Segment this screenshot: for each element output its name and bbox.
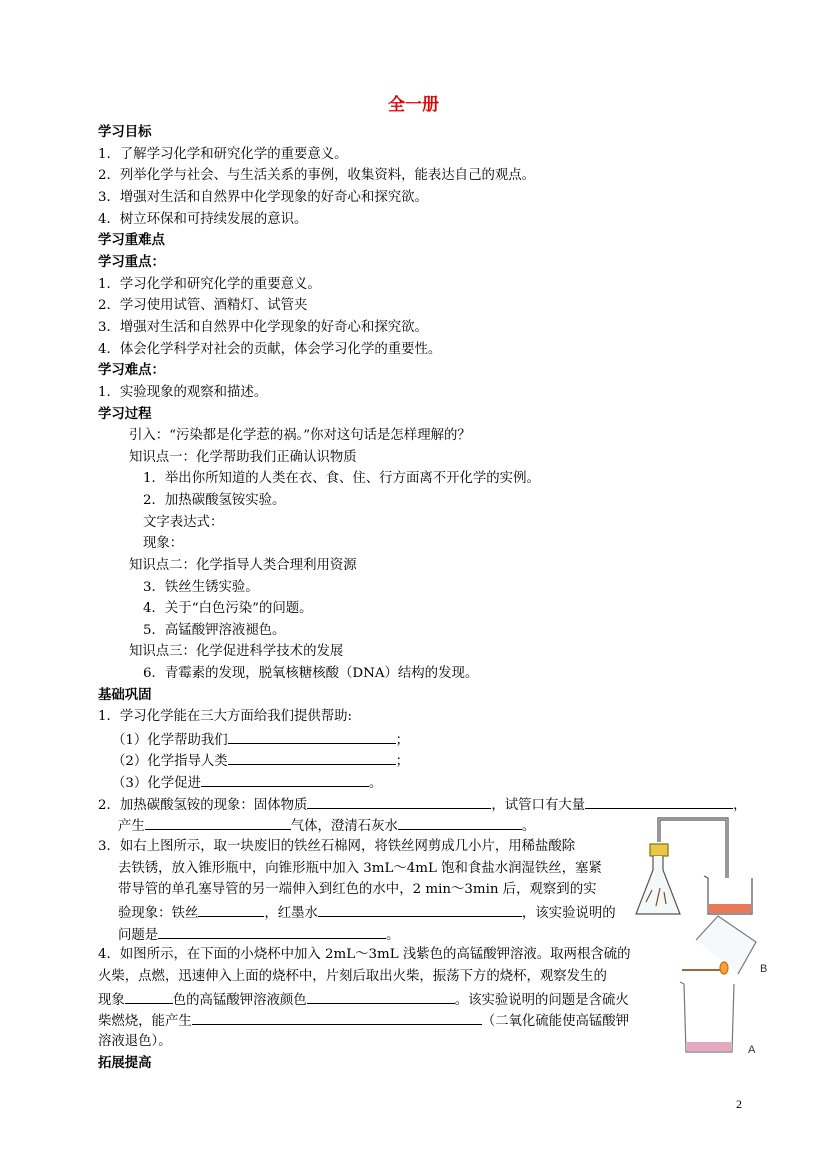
process-heading: 学习过程 (98, 407, 152, 422)
answer-blank[interactable] (585, 795, 733, 809)
question-3-line-5 (118, 925, 400, 945)
key-difficult-heading: 学习重难点 (98, 233, 165, 248)
kp2-item: 5．高锰酸钾溶液褪色。 (143, 623, 286, 638)
q1a-punct: ； (395, 733, 410, 748)
q1a-text: （1）化学帮助我们 (112, 733, 228, 748)
q2b-text: ，试管口有大量 (491, 798, 586, 813)
goal-item: 4．树立环保和可持续发展的意识。 (98, 212, 308, 227)
q3-punct: 。 (386, 928, 400, 943)
difficult-item: 1．实验现象的观察和描述。 (98, 385, 268, 400)
q2a-text: 2．加热碳酸氢铵的现象：固体物质 (98, 798, 308, 813)
question-3-line-3: 带导管的单孔塞导管的另一端伸入到红色的水中，2 min～3min 后，观察到的实 (118, 882, 597, 897)
goal-item: 2．列举化学与社会、与生活关系的事例，收集资料，能表达自己的观点。 (98, 168, 536, 183)
q2e-text: 气体，澄清石灰水 (290, 819, 398, 834)
answer-blank[interactable] (198, 903, 264, 917)
q4-3c-text: 。该实验说明的问题是含硫火 (454, 993, 629, 1008)
knowledge-point-1: 知识点一：化学帮助我们正确认识物质 (129, 450, 357, 465)
question-2-line-2 (118, 816, 535, 836)
question-4-line-4 (98, 1011, 629, 1031)
key-points-heading: 学习重点： (98, 255, 165, 270)
kp2-item: 4．关于“白色污染”的问题。 (143, 601, 313, 616)
goal-item: 3．增强对生活和自然界中化学现象的好奇心和探究欲。 (98, 190, 428, 205)
figure-label-a: A (748, 1044, 756, 1056)
answer-blank[interactable] (307, 795, 491, 809)
q1-part-c (112, 773, 382, 793)
process-intro: 引入：“污染都是化学惹的祸。”你对这句话是怎样理解的？ (129, 428, 471, 443)
answer-blank[interactable] (228, 730, 396, 744)
goals-heading: 学习目标 (98, 125, 152, 140)
q3-4a-text: 验现象：铁丝 (118, 906, 199, 921)
page-title: 全一册 (388, 95, 439, 115)
permanganate-experiment-figure (660, 912, 780, 1060)
question-3-line-4 (118, 903, 616, 923)
question-4-line-5: 溶液退色）。 (98, 1034, 172, 1049)
answer-blank[interactable] (201, 773, 369, 787)
extend-heading: 拓展提高 (98, 1056, 152, 1071)
q4-4b-text: （二氧化硫能使高锰酸钾 (481, 1014, 630, 1029)
answer-blank[interactable] (307, 990, 455, 1004)
answer-blank[interactable] (318, 903, 522, 917)
q1c-text: （3）化学促进 (112, 776, 201, 791)
question-4-line-1: 4．如图所示，在下面的小烧杯中加入 2mL～3mL 浅紫色的高锰酸钾溶液。取两根含硫的 (98, 947, 631, 962)
phenomenon-label: 现象： (143, 536, 184, 551)
key-item: 4．体会化学科学对社会的贡献，体会学习化学的重要性。 (98, 342, 442, 357)
answer-blank[interactable] (398, 816, 522, 830)
question-1: 1．学习化学能在三大方面给我们提供帮助: (98, 709, 353, 724)
q3-4c-text: ，该实验说明的 (521, 906, 616, 921)
knowledge-point-2: 知识点二：化学指导人类合理利用资源 (129, 558, 357, 573)
page-number: 2 (736, 1097, 742, 1111)
q1-part-b (112, 751, 409, 771)
answer-blank[interactable] (192, 1011, 482, 1025)
question-3-line-1: 3．如右上图所示，取一块废旧的铁丝石棉网，将铁丝网剪成几小片，用稀盐酸除 (98, 839, 576, 854)
q1b-punct: ； (395, 754, 410, 769)
answer-blank[interactable] (125, 990, 173, 1004)
q3-4b-text: ，红墨水 (264, 906, 318, 921)
q1b-text: （2）化学指导人类 (112, 754, 228, 769)
q2d-text: 产生 (118, 819, 145, 834)
answer-blank[interactable] (228, 751, 396, 765)
q4-4a-text: 柴燃烧，能产生 (98, 1014, 192, 1029)
figure-label-b: B (760, 963, 768, 975)
q4-3a-text: 现象 (98, 993, 125, 1008)
q4-3b-text: 色的高锰酸钾溶液颜色 (172, 993, 307, 1008)
kp3-item: 6．青霉素的发现，脱氧核糖核酸（DNA）结构的发现。 (143, 666, 479, 681)
question-4-line-2: 火柴，点燃，迅速伸入上面的烧杯中，片刻后取出火柴，振荡下方的烧杯，观察发生的 (98, 969, 607, 984)
q2c-text: ， (733, 798, 747, 813)
expression-label: 文字表达式： (143, 515, 224, 530)
kp1-item: 1．举出你所知道的人类在衣、食、住、行方面离不开化学的实例。 (143, 471, 540, 486)
basic-heading: 基础巩固 (98, 688, 152, 703)
question-3-line-2: 去铁锈，放入锥形瓶中，向锥形瓶中加入 3mL～4mL 饱和食盐水润湿铁丝，塞紧 (118, 861, 602, 876)
q3-5-text: 问题是 (118, 928, 159, 943)
difficult-heading: 学习难点： (98, 363, 165, 378)
q1c-punct: 。 (368, 776, 383, 791)
q1-part-a (112, 730, 409, 750)
answer-blank[interactable] (158, 925, 386, 939)
kp2-item: 3．铁丝生锈实验。 (143, 580, 259, 595)
answer-blank[interactable] (145, 816, 291, 830)
key-item: 2．学习使用试管、酒精灯、试管夹 (98, 298, 308, 313)
question-4-line-3 (98, 990, 629, 1010)
knowledge-point-3: 知识点三：化学促进科学技术的发展 (129, 644, 344, 659)
kp1-item: 2．加热碳酸氢铵实验。 (143, 493, 286, 508)
key-item: 3．增强对生活和自然界中化学现象的好奇心和探究欲。 (98, 320, 428, 335)
q2-punct: 。 (521, 819, 536, 834)
rust-experiment-figure (628, 810, 780, 920)
key-item: 1．学习化学和研究化学的重要意义。 (98, 277, 321, 292)
goal-item: 1．了解学习化学和研究化学的重要意义。 (98, 147, 348, 162)
